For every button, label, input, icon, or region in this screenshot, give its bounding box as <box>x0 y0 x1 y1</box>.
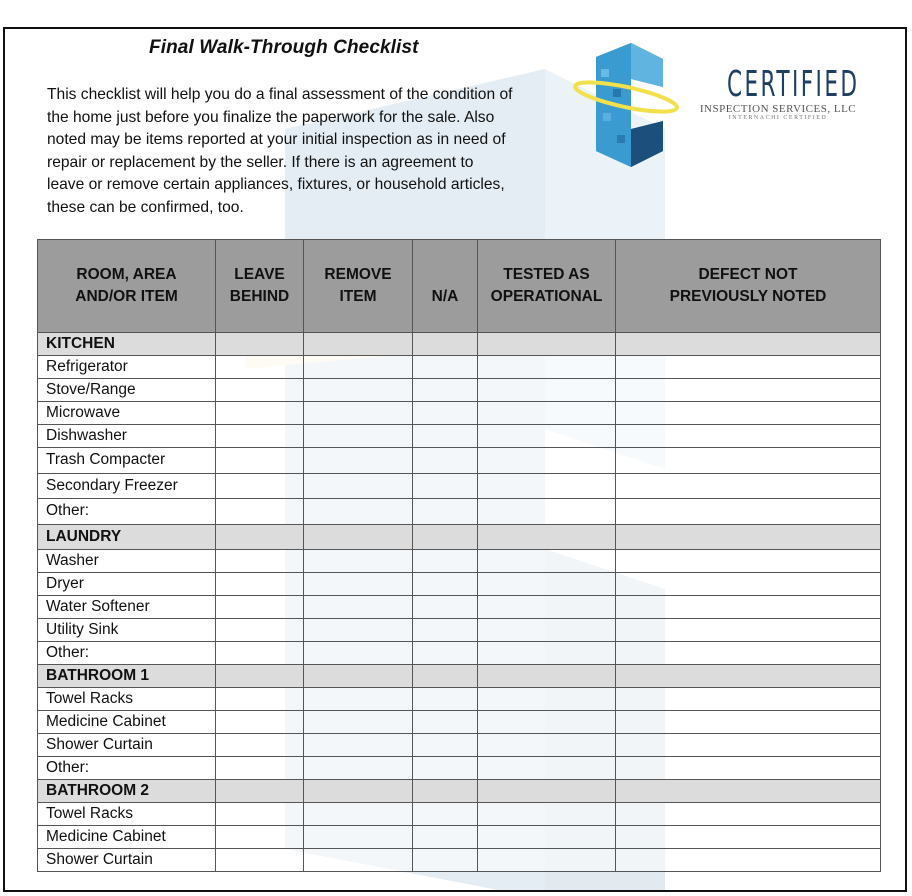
cell-na[interactable] <box>413 448 478 474</box>
item-label: Other: <box>38 642 216 665</box>
cell-leave-behind[interactable] <box>216 499 304 525</box>
cell-na[interactable] <box>413 356 478 379</box>
section-row <box>38 780 881 803</box>
cell-defect[interactable] <box>616 379 881 402</box>
cell-remove-item[interactable] <box>304 734 413 757</box>
cell-tested[interactable] <box>478 425 616 448</box>
cell-leave-behind[interactable] <box>216 688 304 711</box>
table-row <box>38 402 881 425</box>
table-row <box>38 849 881 872</box>
cell-na[interactable] <box>413 550 478 573</box>
logo-subtitle: INSPECTION SERVICES, LLC <box>699 103 857 115</box>
cell-leave-behind[interactable] <box>216 642 304 665</box>
cell-leave-behind[interactable] <box>216 826 304 849</box>
intro-line: these can be confirmed, too. <box>47 198 244 216</box>
cell-na[interactable] <box>413 333 478 356</box>
cell-remove-item[interactable] <box>304 550 413 573</box>
cell-leave-behind[interactable] <box>216 333 304 356</box>
cell-tested[interactable] <box>478 379 616 402</box>
item-label: Microwave <box>38 402 216 425</box>
table-row <box>38 550 881 573</box>
item-label: Washer <box>38 550 216 573</box>
cell-leave-behind[interactable] <box>216 596 304 619</box>
table-row <box>38 356 881 379</box>
cell-remove-item[interactable] <box>304 711 413 734</box>
cell-tested[interactable] <box>478 642 616 665</box>
item-label: Secondary Freezer <box>38 473 216 499</box>
cell-na[interactable] <box>413 688 478 711</box>
column-header-leave-behind: LEAVE BEHIND <box>216 240 304 333</box>
column-header-item: ROOM, AREA AND/OR ITEM <box>38 240 216 333</box>
cell-na[interactable] <box>413 826 478 849</box>
column-header-na: N/A <box>413 240 478 333</box>
table-row <box>38 473 881 499</box>
table-row <box>38 448 881 474</box>
cell-leave-behind[interactable] <box>216 550 304 573</box>
item-label: Towel Racks <box>38 803 216 826</box>
section-row <box>38 524 881 550</box>
column-header-defect: DEFECT NOT PREVIOUSLY NOTED <box>616 240 881 333</box>
cell-remove-item[interactable] <box>304 803 413 826</box>
cell-defect[interactable] <box>616 425 881 448</box>
checklist-body <box>38 333 881 872</box>
cell-tested[interactable] <box>478 757 616 780</box>
section-label: BATHROOM 2 <box>38 780 216 803</box>
cell-remove-item[interactable] <box>304 665 413 688</box>
cell-defect[interactable] <box>616 711 881 734</box>
cell-na[interactable] <box>413 665 478 688</box>
cell-remove-item[interactable] <box>304 596 413 619</box>
table-header-row <box>38 240 881 333</box>
cell-defect[interactable] <box>616 473 881 499</box>
cell-leave-behind[interactable] <box>216 356 304 379</box>
item-label: Shower Curtain <box>38 734 216 757</box>
cell-defect[interactable] <box>616 573 881 596</box>
cell-remove-item[interactable] <box>304 333 413 356</box>
table-row <box>38 596 881 619</box>
item-label: Utility Sink <box>38 619 216 642</box>
cell-leave-behind[interactable] <box>216 849 304 872</box>
cell-na[interactable] <box>413 573 478 596</box>
cell-na[interactable] <box>413 780 478 803</box>
cell-defect[interactable] <box>616 619 881 642</box>
intro-line: repair or replacement by the seller. If there is an agreement to <box>47 153 474 171</box>
cell-tested[interactable] <box>478 688 616 711</box>
cell-leave-behind[interactable] <box>216 803 304 826</box>
cell-na[interactable] <box>413 803 478 826</box>
cell-tested[interactable] <box>478 402 616 425</box>
item-label: Other: <box>38 499 216 525</box>
section-label: KITCHEN <box>38 333 216 356</box>
cell-defect[interactable] <box>616 849 881 872</box>
cell-remove-item[interactable] <box>304 619 413 642</box>
cell-na[interactable] <box>413 402 478 425</box>
section-row <box>38 333 881 356</box>
cell-tested[interactable] <box>478 333 616 356</box>
table-row <box>38 688 881 711</box>
intro-line: noted may be items reported at your initial inspection as in need of <box>47 131 506 149</box>
cell-tested[interactable] <box>478 803 616 826</box>
cell-defect[interactable] <box>616 780 881 803</box>
logo-wordmark <box>693 65 863 121</box>
intro-line: the home just before you finalize the paperwork for the sale. Also <box>47 108 495 126</box>
cell-remove-item[interactable] <box>304 356 413 379</box>
cell-remove-item[interactable] <box>304 402 413 425</box>
cell-tested[interactable] <box>478 550 616 573</box>
cell-tested[interactable] <box>478 665 616 688</box>
table-row <box>38 619 881 642</box>
cell-na[interactable] <box>413 524 478 550</box>
document-page <box>3 27 907 892</box>
section-row <box>38 665 881 688</box>
section-label: LAUNDRY <box>38 524 216 550</box>
table-row <box>38 803 881 826</box>
cell-remove-item[interactable] <box>304 473 413 499</box>
cell-na[interactable] <box>413 642 478 665</box>
cell-defect[interactable] <box>616 757 881 780</box>
cell-na[interactable] <box>413 711 478 734</box>
cell-remove-item[interactable] <box>304 425 413 448</box>
cell-defect[interactable] <box>616 499 881 525</box>
cell-defect[interactable] <box>616 448 881 474</box>
cell-remove-item[interactable] <box>304 524 413 550</box>
cell-leave-behind[interactable] <box>216 473 304 499</box>
cell-remove-item[interactable] <box>304 499 413 525</box>
cell-leave-behind[interactable] <box>216 379 304 402</box>
cell-remove-item[interactable] <box>304 448 413 474</box>
cell-na[interactable] <box>413 473 478 499</box>
cell-defect[interactable] <box>616 550 881 573</box>
cell-defect[interactable] <box>616 734 881 757</box>
item-label: Dryer <box>38 573 216 596</box>
cell-leave-behind[interactable] <box>216 780 304 803</box>
item-label: Water Softener <box>38 596 216 619</box>
cell-tested[interactable] <box>478 826 616 849</box>
cell-tested[interactable] <box>478 596 616 619</box>
column-header-tested: TESTED AS OPERATIONAL <box>478 240 616 333</box>
page-title: Final Walk-Through Checklist <box>149 37 419 58</box>
cell-remove-item[interactable] <box>304 642 413 665</box>
cell-na[interactable] <box>413 379 478 402</box>
item-label: Trash Compacter <box>38 448 216 474</box>
cell-tested[interactable] <box>478 448 616 474</box>
table-row <box>38 734 881 757</box>
cell-tested[interactable] <box>478 711 616 734</box>
table-row <box>38 499 881 525</box>
table-row <box>38 757 881 780</box>
column-header-remove-item: REMOVE ITEM <box>304 240 413 333</box>
intro-paragraph <box>47 84 567 220</box>
item-label: Shower Curtain <box>38 849 216 872</box>
cell-leave-behind[interactable] <box>216 711 304 734</box>
section-label: BATHROOM 1 <box>38 665 216 688</box>
item-label: Stove/Range <box>38 379 216 402</box>
cell-leave-behind[interactable] <box>216 425 304 448</box>
logo-tagline: INTERNACHI CERTIFIED <box>728 115 828 121</box>
cell-defect[interactable] <box>616 402 881 425</box>
cell-leave-behind[interactable] <box>216 573 304 596</box>
table-row <box>38 642 881 665</box>
table-row <box>38 826 881 849</box>
cell-leave-behind[interactable] <box>216 665 304 688</box>
cell-defect[interactable] <box>616 356 881 379</box>
cell-remove-item[interactable] <box>304 826 413 849</box>
cell-defect[interactable] <box>616 826 881 849</box>
cell-defect[interactable] <box>616 524 881 550</box>
cell-na[interactable] <box>413 619 478 642</box>
item-label: Other: <box>38 757 216 780</box>
cell-leave-behind[interactable] <box>216 448 304 474</box>
table-row <box>38 379 881 402</box>
item-label: Dishwasher <box>38 425 216 448</box>
cell-tested[interactable] <box>478 473 616 499</box>
cell-remove-item[interactable] <box>304 757 413 780</box>
cell-leave-behind[interactable] <box>216 524 304 550</box>
table-row <box>38 573 881 596</box>
cell-tested[interactable] <box>478 849 616 872</box>
item-label: Medicine Cabinet <box>38 711 216 734</box>
cell-tested[interactable] <box>478 780 616 803</box>
intro-line: This checklist will help you do a final assessment of the condition of <box>47 86 513 103</box>
cell-leave-behind[interactable] <box>216 757 304 780</box>
cell-leave-behind[interactable] <box>216 619 304 642</box>
cell-remove-item[interactable] <box>304 379 413 402</box>
table-row <box>38 711 881 734</box>
cell-tested[interactable] <box>478 524 616 550</box>
cell-defect[interactable] <box>616 803 881 826</box>
item-label: Refrigerator <box>38 356 216 379</box>
cell-defect[interactable] <box>616 333 881 356</box>
table-row <box>38 425 881 448</box>
cell-na[interactable] <box>413 757 478 780</box>
item-label: Towel Racks <box>38 688 216 711</box>
company-logo-icon <box>571 39 681 171</box>
cell-leave-behind[interactable] <box>216 734 304 757</box>
intro-line: leave or remove certain appliances, fixtures, or household articles, <box>47 176 505 194</box>
cell-tested[interactable] <box>478 619 616 642</box>
logo-brand: CERTIFIED <box>727 64 860 105</box>
cell-na[interactable] <box>413 425 478 448</box>
cell-defect[interactable] <box>616 688 881 711</box>
cell-remove-item[interactable] <box>304 573 413 596</box>
cell-defect[interactable] <box>616 642 881 665</box>
cell-tested[interactable] <box>478 356 616 379</box>
cell-leave-behind[interactable] <box>216 402 304 425</box>
cell-na[interactable] <box>413 596 478 619</box>
cell-na[interactable] <box>413 849 478 872</box>
cell-tested[interactable] <box>478 573 616 596</box>
item-label: Medicine Cabinet <box>38 826 216 849</box>
cell-tested[interactable] <box>478 734 616 757</box>
cell-remove-item[interactable] <box>304 688 413 711</box>
cell-na[interactable] <box>413 734 478 757</box>
cell-na[interactable] <box>413 499 478 525</box>
cell-tested[interactable] <box>478 499 616 525</box>
cell-defect[interactable] <box>616 596 881 619</box>
cell-remove-item[interactable] <box>304 780 413 803</box>
cell-remove-item[interactable] <box>304 849 413 872</box>
cell-defect[interactable] <box>616 665 881 688</box>
checklist-table <box>37 239 881 872</box>
